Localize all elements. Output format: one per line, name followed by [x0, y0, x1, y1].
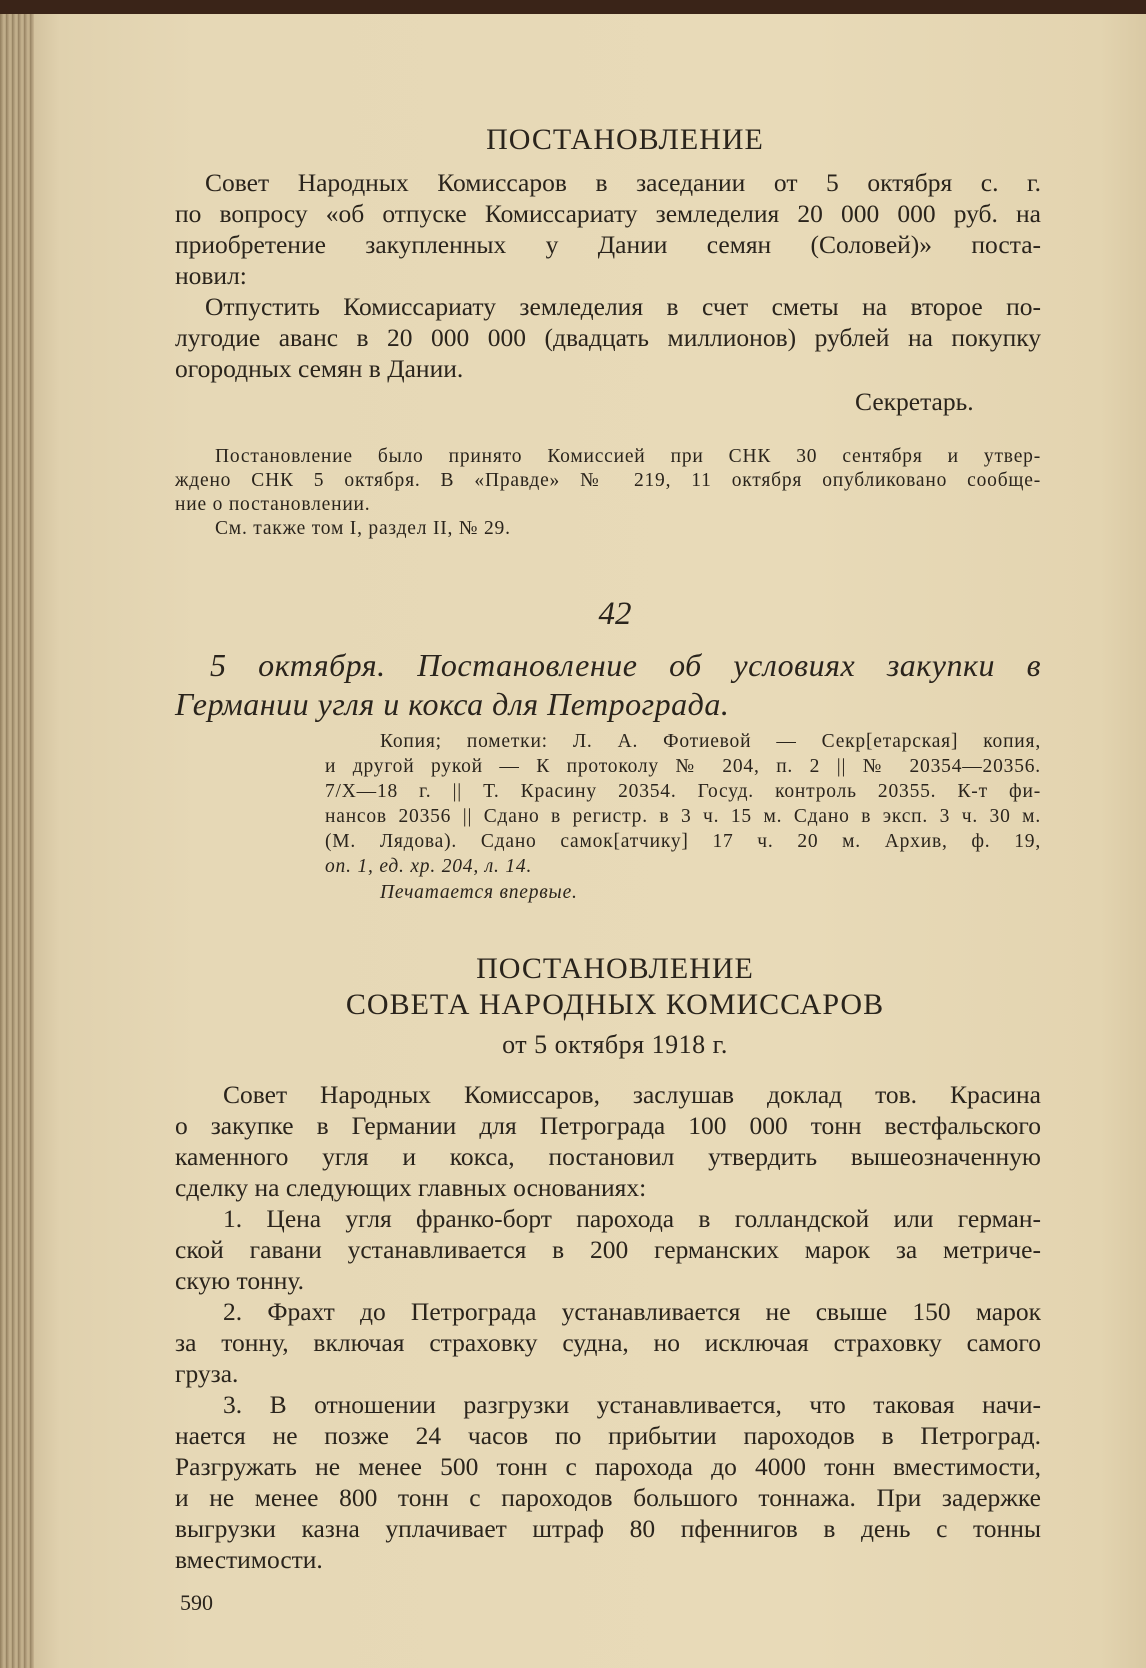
text-line: нается не позже 24 часов по прибытии пароходов в Петроград.	[175, 1421, 1041, 1450]
second-resolution-subheading: СОВЕТА НАРОДНЫХ КОМИССАРОВ	[345, 988, 885, 1021]
text-line: о закупке в Германии для Петрограда 100 000 тонн вестфальского	[175, 1111, 1041, 1140]
document-number: 42	[598, 596, 632, 632]
first-resolution-heading: ПОСТАНОВЛЕНИЕ	[486, 123, 764, 156]
archive-note-line: оп. 1, ед. хр. 204, л. 14.	[325, 856, 533, 877]
book-spine	[0, 0, 34, 1668]
resolution-date: от 5 октября 1918 г.	[502, 1030, 728, 1059]
note-line: См. также том I, раздел II, № 29.	[215, 518, 511, 539]
archive-note-line: нансов 20356 || Сдано в регистр. в 3 ч. 15 м. Сдано в эксп. 3 ч. 30 м.	[325, 806, 1041, 827]
text-line: скую тонну.	[175, 1266, 304, 1295]
text-line: новил:	[175, 261, 247, 290]
printed-first-note: Печатается впервые.	[380, 882, 578, 903]
archive-note-line: (М. Лядова). Сдано самок[атчику] 17 ч. 20 м. Архив, ф. 19,	[325, 831, 1041, 852]
note-line: Постановление было принято Комиссией при СНК 30 сентября и утвер-	[215, 446, 1041, 467]
text-line: Разгружать не менее 500 тонн с парохода до 4000 тонн вместимости,	[175, 1452, 1041, 1481]
text-line: ской гавани устанавливается в 200 германских марок за метриче-	[175, 1235, 1041, 1264]
note-line: ние о постановлении.	[175, 494, 371, 515]
text-line: приобретение закупленных у Дании семян (Соловей)» поста-	[175, 230, 1041, 259]
text-line: Совет Народных Комиссаров, заслушав доклад тов. Красина	[223, 1080, 1041, 1109]
text-line: огородных семян в Дании.	[175, 354, 464, 383]
note-line: ждено СНК 5 октября. В «Правде» № 219, 11 октября опубликовано сообще-	[175, 470, 1041, 491]
archive-note-line: 7/X—18 г. || Т. Красину 20354. Госуд. контроль 20355. К-т фи-	[325, 781, 1041, 802]
text-line: Совет Народных Комиссаров в заседании от 5 октября с. г.	[205, 168, 1041, 197]
text-line: сделку на следующих главных основаниях:	[175, 1173, 647, 1202]
text-line: груза.	[175, 1359, 239, 1388]
text-line: по вопросу «об отпуске Комиссариату земледелия 20 000 000 руб. на	[175, 199, 1041, 228]
text-line: Отпустить Комиссариату земледелия в счет сметы на второе по-	[205, 292, 1041, 321]
text-line: выгрузки казна уплачивает штраф 80 пфеннигов в день с тонны	[175, 1514, 1041, 1543]
archive-note-line: Копия; пометки: Л. А. Фотиевой — Секр[етарская] копия,	[380, 731, 1041, 752]
book-cover-edge	[0, 0, 1146, 14]
text-line: каменного угля и кокса, постановил утвердить вышеозначенную	[175, 1142, 1041, 1171]
document-title-line: 5 октября. Постановление об условиях закупки в	[210, 647, 1041, 683]
text-line: и не менее 800 тонн с пароходов большого тоннажа. При задержке	[175, 1483, 1041, 1512]
text-line: лугодие аванс в 20 000 000 (двадцать миллионов) рублей на покупку	[175, 323, 1041, 352]
document-title-line: Германии угля и кокса для Петрограда.	[175, 686, 730, 722]
text-line: вместимости.	[175, 1545, 323, 1574]
second-resolution-heading: ПОСТАНОВЛЕНИЕ	[476, 952, 754, 985]
text-line: 2. Фрахт до Петрограда устанавливается не свыше 150 марок	[223, 1297, 1041, 1326]
page-number: 590	[180, 1590, 213, 1615]
text-line: за тонну, включая страховку судна, но исключая страховку самого	[175, 1328, 1041, 1357]
archive-note-line: и другой рукой — К протоколу № 204, п. 2 || № 20354—20356.	[325, 756, 1041, 777]
signature: Секретарь.	[855, 387, 974, 416]
text-line: 3. В отношении разгрузки устанавливается, что таковая начи-	[223, 1390, 1041, 1419]
text-line: 1. Цена угля франко-борт парохода в голландской или герман-	[223, 1204, 1041, 1233]
